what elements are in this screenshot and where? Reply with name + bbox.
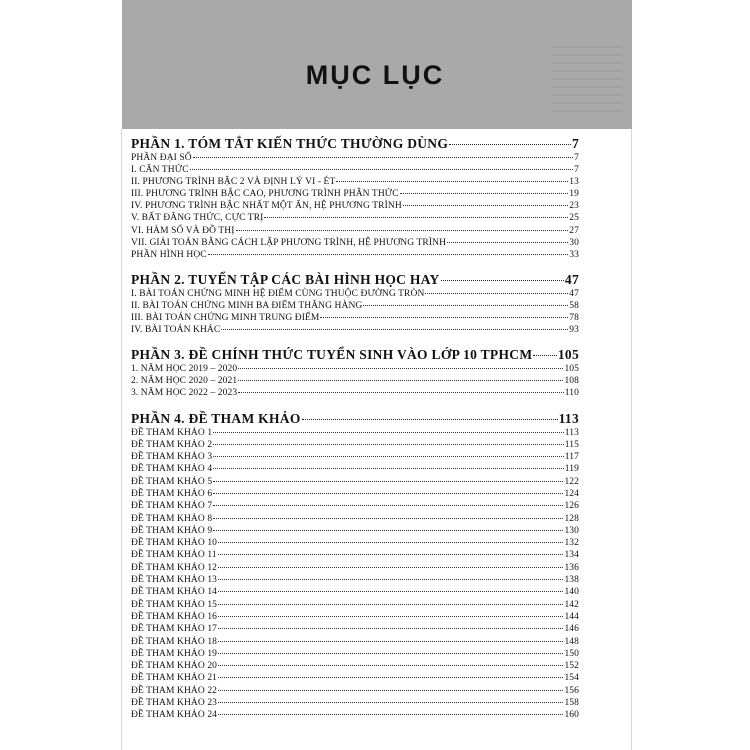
- toc-entry[interactable]: [131, 200, 579, 212]
- dot-leader: [218, 677, 563, 678]
- toc-entry-page-number: 13: [569, 177, 579, 188]
- toc-entry-page-number: 108: [564, 376, 579, 387]
- dot-leader: [403, 205, 569, 206]
- toc-entry-label: ĐỀ THAM KHẢO 8: [131, 513, 213, 524]
- toc-entry[interactable]: [131, 611, 579, 623]
- toc-entry-page-number: 7: [574, 165, 579, 176]
- toc-entry-label: ĐỀ THAM KHẢO 23: [131, 698, 218, 709]
- toc-part-heading[interactable]: [131, 347, 579, 363]
- dot-leader: [193, 157, 573, 158]
- toc-entry[interactable]: [131, 363, 579, 375]
- toc-entry-page-number: 132: [564, 538, 579, 549]
- toc-entry[interactable]: [131, 312, 579, 324]
- toc-entry-label: ĐỀ THAM KHẢO 15: [131, 599, 218, 610]
- toc-entry[interactable]: [131, 574, 579, 586]
- toc-entry[interactable]: [131, 648, 579, 660]
- dot-leader: [218, 714, 563, 715]
- toc-entry-page-number: 156: [564, 685, 579, 696]
- dot-leader: [363, 305, 568, 306]
- toc-entry-label: PHẦN HÌNH HỌC: [131, 249, 207, 260]
- toc-entry-page-number: 142: [564, 599, 579, 610]
- dot-leader: [218, 641, 563, 642]
- toc-entry-label: IV. PHƯƠNG TRÌNH BẬC NHẤT MỘT ẨN, HỆ PHƯƠNG TRÌNH: [131, 201, 402, 212]
- dot-leader: [213, 518, 563, 519]
- toc-entry-page-number: 124: [564, 488, 579, 499]
- dot-leader: [208, 254, 569, 255]
- toc-entry-label: II. PHƯƠNG TRÌNH BẬC 2 VÀ ĐỊNH LÝ VI - ÉT: [131, 177, 336, 188]
- toc-part-heading-label: PHẦN 3. ĐỀ CHÍNH THỨC TUYỂN SINH VÀO LỚP 10 TPHCM: [131, 347, 533, 363]
- dot-leader: [218, 579, 563, 580]
- toc-entry-page-number: 144: [564, 611, 579, 622]
- toc-entry-page-number: 25: [569, 213, 579, 224]
- dot-leader: [218, 616, 563, 617]
- dot-leader: [218, 702, 563, 703]
- dot-leader: [218, 690, 563, 691]
- toc-part-heading-page-number: 7: [571, 136, 579, 151]
- toc-entry-label: V. BẤT ĐẲNG THỨC, CỰC TRỊ: [131, 213, 264, 224]
- toc-part-1: [131, 136, 579, 261]
- dot-leader: [264, 217, 568, 218]
- toc-entry-label: 2. NĂM HỌC 2020 – 2021: [131, 376, 238, 387]
- toc-entry[interactable]: [131, 427, 579, 439]
- toc-entry-page-number: 19: [569, 189, 579, 200]
- dot-leader: [221, 329, 568, 330]
- toc-entry-page-number: 128: [564, 513, 579, 524]
- toc-entry-page-number: 113: [564, 427, 579, 438]
- dot-leader: [236, 230, 569, 231]
- dot-leader: [213, 456, 564, 457]
- dot-leader: [213, 481, 563, 482]
- dot-leader: [213, 493, 563, 494]
- dot-leader: [302, 419, 558, 420]
- toc-entry[interactable]: [131, 451, 579, 463]
- toc-entry[interactable]: [131, 672, 579, 684]
- toc-entry-page-number: 158: [564, 698, 579, 709]
- toc-entry[interactable]: [131, 525, 579, 537]
- toc-entry-page-number: 140: [564, 587, 579, 598]
- toc-entry-label: I. BÀI TOÁN CHỨNG MINH HỆ ĐIỂM CÙNG THUỘC ĐƯỜNG TRÒN: [131, 288, 425, 299]
- toc-entry-label: I. CĂN THỨC: [131, 165, 189, 176]
- toc-entry-page-number: 152: [564, 661, 579, 672]
- page-title: MỤC LỤC: [305, 60, 445, 90]
- toc-entry-page-number: 122: [564, 476, 579, 487]
- toc-entry[interactable]: [131, 188, 579, 200]
- toc-entry-page-number: 78: [569, 313, 579, 324]
- toc-entry-label: 3. NĂM HỌC 2022 – 2023: [131, 388, 238, 399]
- toc-entry[interactable]: [131, 709, 579, 721]
- toc-entry[interactable]: [131, 488, 579, 500]
- dot-leader: [320, 317, 568, 318]
- dot-leader: [238, 392, 564, 393]
- toc-entry-label: ĐỀ THAM KHẢO 13: [131, 575, 218, 586]
- toc-entry-label: ĐỀ THAM KHẢO 3: [131, 452, 213, 463]
- toc-entry-label: ĐỀ THAM KHẢO 5: [131, 476, 213, 487]
- dot-leader: [400, 193, 569, 194]
- toc-entry-label: II. BÀI TOÁN CHỨNG MINH BA ĐIỂM THẲNG HÀNG: [131, 300, 363, 311]
- toc-entry[interactable]: [131, 152, 579, 164]
- toc-entry-label: III. PHƯƠNG TRÌNH BẬC CAO, PHƯƠNG TRÌNH PHÂN THỨC: [131, 189, 399, 200]
- toc-entry-page-number: 160: [564, 710, 579, 721]
- toc-entry[interactable]: [131, 225, 579, 237]
- page-edge-right: [631, 129, 632, 750]
- toc-entry-page-number: 47: [569, 288, 579, 299]
- toc-entry-page-number: 150: [564, 648, 579, 659]
- toc-entry[interactable]: [131, 300, 579, 312]
- toc-entry-page-number: 33: [569, 249, 579, 260]
- toc-part-3: [131, 347, 579, 399]
- toc-entry-label: ĐỀ THAM KHẢO 6: [131, 488, 213, 499]
- toc-entry-label: III. BÀI TOÁN CHỨNG MINH TRUNG ĐIỂM: [131, 313, 320, 324]
- dot-leader: [218, 591, 563, 592]
- dot-leader: [218, 567, 563, 568]
- toc-entry[interactable]: [131, 623, 579, 635]
- toc-entry-label: ĐỀ THAM KHẢO 21: [131, 673, 218, 684]
- toc-entry-label: ĐỀ THAM KHẢO 9: [131, 525, 213, 536]
- toc-entry-page-number: 136: [564, 562, 579, 573]
- toc-entry-label: ĐỀ THAM KHẢO 19: [131, 648, 218, 659]
- toc-entry-page-number: 119: [564, 464, 579, 475]
- toc-part-2: [131, 272, 579, 336]
- toc-entry[interactable]: [131, 324, 579, 336]
- toc-entry-page-number: 134: [564, 550, 579, 561]
- dot-leader: [218, 665, 563, 666]
- dot-leader: [218, 604, 563, 605]
- toc-entry-label: ĐỀ THAM KHẢO 20: [131, 661, 218, 672]
- dot-leader: [218, 628, 563, 629]
- toc-entry-page-number: 105: [564, 364, 579, 375]
- dot-leader: [213, 505, 563, 506]
- toc-entry-label: ĐỀ THAM KHẢO 14: [131, 587, 218, 598]
- toc-entry-page-number: 130: [564, 525, 579, 536]
- dot-leader: [447, 242, 568, 243]
- toc-part-heading-page-number: 113: [558, 410, 579, 426]
- toc-entry-label: ĐỀ THAM KHẢO 4: [131, 464, 213, 475]
- toc-entry-page-number: 27: [569, 225, 579, 236]
- toc-entry-page-number: 154: [564, 673, 579, 684]
- dot-leader: [218, 554, 564, 555]
- toc-entry[interactable]: [131, 660, 579, 672]
- toc-entry-label: ĐỀ THAM KHẢO 1: [131, 427, 213, 438]
- toc-entry[interactable]: [131, 599, 579, 611]
- toc-entry[interactable]: [131, 513, 579, 525]
- toc-part-heading[interactable]: [131, 272, 579, 288]
- toc-entry-page-number: 115: [564, 439, 579, 450]
- toc-entry-page-number: 117: [564, 452, 579, 463]
- toc-part-heading-label: PHẦN 2. TUYỂN TẬP CÁC BÀI HÌNH HỌC HAY: [131, 271, 440, 287]
- toc-part-heading[interactable]: [131, 411, 579, 427]
- dot-leader: [218, 542, 563, 543]
- toc-entry-page-number: 110: [564, 388, 579, 399]
- toc-part-4: [131, 411, 579, 722]
- toc-entry-label: ĐỀ THAM KHẢO 18: [131, 636, 218, 647]
- toc-entry[interactable]: [131, 164, 579, 176]
- toc-part-heading[interactable]: [131, 136, 579, 152]
- toc-part-heading-page-number: 105: [557, 347, 579, 363]
- toc-entry-page-number: 58: [569, 300, 579, 311]
- toc-entry[interactable]: [131, 387, 579, 399]
- dot-leader: [449, 144, 571, 145]
- dot-leader: [213, 468, 564, 469]
- toc-entry-label: IV. BÀI TOÁN KHÁC: [131, 325, 221, 336]
- toc-part-heading-page-number: 47: [564, 271, 579, 287]
- toc-entry[interactable]: [131, 586, 579, 598]
- toc-part-heading-label: PHẦN 1. TÓM TẮT KIẾN THỨC THƯỜNG DÙNG: [131, 136, 449, 151]
- toc-entry-label: PHẦN ĐẠI SỐ: [131, 153, 192, 163]
- dot-leader: [190, 169, 573, 170]
- toc-entry-label: VII. GIẢI TOÁN BẰNG CÁCH LẬP PHƯƠNG TRÌNH, HỆ PHƯƠNG TRÌNH: [131, 237, 447, 248]
- toc-entry-page-number: 148: [564, 636, 579, 647]
- toc-entry[interactable]: [131, 549, 579, 561]
- toc-entry-page-number: 93: [569, 325, 579, 336]
- toc-entry[interactable]: [131, 237, 579, 249]
- toc-part-heading-label: PHẦN 4. ĐỀ THAM KHẢO: [131, 410, 301, 426]
- toc-entry-label: ĐỀ THAM KHẢO 12: [131, 562, 218, 573]
- toc-entry[interactable]: [131, 212, 579, 224]
- toc-entry[interactable]: [131, 685, 579, 697]
- toc-entry[interactable]: [131, 562, 579, 574]
- dot-leader: [238, 380, 563, 381]
- toc-entry[interactable]: [131, 697, 579, 709]
- toc-entry-page-number: 23: [569, 201, 579, 212]
- table-of-contents: [131, 136, 579, 733]
- dot-leader: [213, 530, 563, 531]
- toc-entry-label: ĐỀ THAM KHẢO 24: [131, 710, 218, 721]
- toc-entry[interactable]: [131, 537, 579, 549]
- dot-leader: [441, 280, 564, 281]
- toc-entry-label: ĐỀ THAM KHẢO 17: [131, 624, 218, 635]
- toc-entry[interactable]: [131, 636, 579, 648]
- dot-leader: [336, 181, 568, 182]
- toc-entry[interactable]: [131, 463, 579, 475]
- dot-leader: [425, 293, 568, 294]
- dot-leader: [238, 368, 563, 369]
- toc-entry-page-number: 7: [574, 153, 579, 163]
- toc-entry-page-number: 138: [564, 575, 579, 586]
- toc-entry[interactable]: [131, 476, 579, 488]
- toc-entry-page-number: 30: [569, 237, 579, 248]
- toc-entry-label: VI. HÀM SỐ VÀ ĐỒ THỊ: [131, 225, 235, 236]
- toc-entry[interactable]: [131, 249, 579, 261]
- toc-entry-label: ĐỀ THAM KHẢO 16: [131, 611, 218, 622]
- toc-entry-label: ĐỀ THAM KHẢO 10: [131, 538, 218, 549]
- toc-entry-page-number: 146: [564, 624, 579, 635]
- dot-leader: [533, 355, 556, 356]
- toc-entry[interactable]: [131, 375, 579, 387]
- toc-entry[interactable]: [131, 500, 579, 512]
- toc-entry-label: ĐỀ THAM KHẢO 7: [131, 501, 213, 512]
- toc-entry-page-number: 126: [564, 501, 579, 512]
- toc-entry-label: ĐỀ THAM KHẢO 22: [131, 685, 218, 696]
- toc-entry-label: 1. NĂM HỌC 2019 – 2020: [131, 364, 238, 375]
- page-edge-left: [121, 129, 122, 750]
- toc-entry[interactable]: [131, 439, 579, 451]
- toc-entry[interactable]: [131, 288, 579, 300]
- toc-entry-label: ĐỀ THAM KHẢO 2: [131, 439, 213, 450]
- dot-leader: [213, 444, 564, 445]
- toc-entry[interactable]: [131, 176, 579, 188]
- toc-entry-label: ĐỀ THAM KHẢO 11: [131, 550, 217, 561]
- dot-leader: [218, 653, 563, 654]
- dot-leader: [213, 432, 564, 433]
